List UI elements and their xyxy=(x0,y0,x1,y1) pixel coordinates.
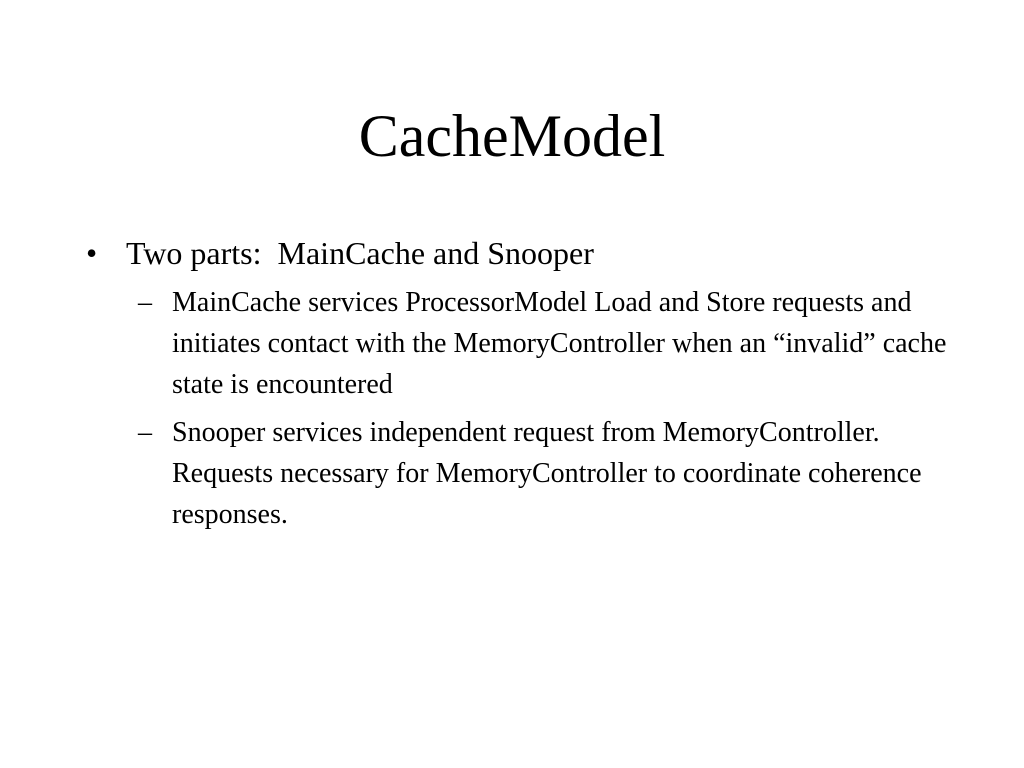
sub-bullet-text: Snooper services independent request from MemoryController. Requests necessary for MemoryController to coordinate coherence responses. xyxy=(172,417,929,530)
sub-bullet-text: MainCache services ProcessorModel Load and Store requests and initiates contact with the MemoryController when an “invalid” cache state is encountered xyxy=(172,287,947,400)
bullet-marker: • xyxy=(86,235,98,271)
slide-title: CacheModel xyxy=(358,103,666,169)
slide-body xyxy=(86,232,986,542)
dash-marker: – xyxy=(138,287,152,318)
sub-bullet-item-snooper xyxy=(86,412,986,535)
bullet-item xyxy=(86,232,986,274)
bullet-text: Two parts: MainCache and Snooper xyxy=(126,235,594,271)
sub-bullet-list xyxy=(86,282,986,535)
sub-bullet-item-maincache xyxy=(86,282,986,405)
dash-marker: – xyxy=(138,417,152,448)
